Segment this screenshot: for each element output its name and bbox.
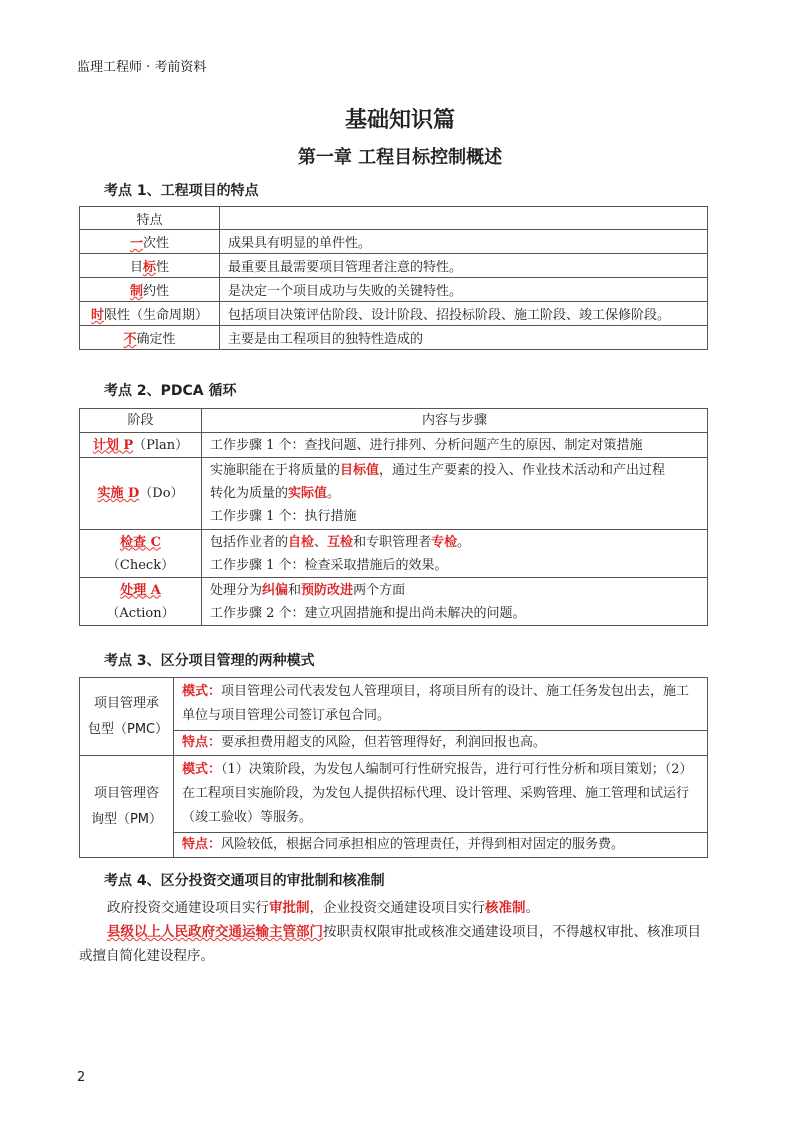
mode-description: 模式：（1）决策阶段，为发包人编制可行性研究报告，进行可行性分析和项目策划；（2）在工程项目实施阶段，为发包人提供招标代理、设计管理、采购管理、施工管理和试运行（竣工验收）等服务。: [174, 756, 708, 833]
feature-name: 目标性: [80, 254, 220, 278]
table-row: [80, 254, 708, 278]
stage-key: 检查 C: [120, 534, 161, 550]
stage-key: 处理 A: [120, 582, 161, 598]
stage-key: 实施 D: [97, 486, 140, 501]
mode-feature: 特点：要承担费用超支的风险，但若管理得好，利润回报也高。: [174, 731, 708, 756]
feature-initial: 时: [90, 308, 104, 323]
mode-label: 模式：: [182, 684, 222, 699]
stage-key: 计划 P: [92, 437, 134, 453]
column-header-stage: 阶段: [80, 409, 202, 433]
table-row: [80, 433, 708, 458]
chapter-title: 第一章 工程目标控制概述: [297, 147, 503, 168]
page-title: 基础知识篇: [344, 107, 455, 133]
feature-initial: 一: [129, 236, 143, 251]
column-header-content: 内容与步骤: [202, 409, 708, 433]
column-header-feature: 特点: [80, 207, 220, 230]
stage-do: 实施 D（Do）: [80, 458, 202, 530]
feature-description: 成果具有明显的单件性。: [220, 230, 708, 254]
feature-initial: 标: [142, 260, 156, 275]
feature-name: 一次性: [80, 230, 220, 254]
mode-description: 模式：项目管理公司代表发包人管理项目，将项目所有的设计、施工任务发包出去，施工单位与项目管理公司签订承包合同。: [174, 678, 708, 731]
feature-label: 特点：: [182, 735, 222, 750]
feature-name: 不确定性: [80, 326, 220, 350]
section-2-heading: 考点 2、PDCA 循环: [104, 383, 237, 399]
table-header-row: [80, 207, 708, 230]
highlight-keyword: 核准制: [485, 900, 526, 916]
highlight-keyword: 互检: [327, 534, 354, 550]
table-row: [80, 833, 708, 858]
highlight-keyword: 审批制: [269, 900, 310, 916]
stage-content: 包括作业者的自检、互检和专职管理者专检。 工作步骤 1 个：检查采取措施后的效果。: [202, 530, 708, 578]
table-row: [80, 230, 708, 254]
pdca-table: [79, 408, 708, 626]
column-header-empty: [220, 207, 708, 230]
highlight-keyword: 自检: [288, 534, 315, 550]
project-features-table: [79, 206, 708, 350]
table-row: [80, 458, 708, 530]
stage-plan: 计划 P（Plan）: [80, 433, 202, 458]
table-row: [80, 302, 708, 326]
stage-act: 处理 A（Action）: [80, 578, 202, 626]
feature-name: 制约性: [80, 278, 220, 302]
feature-initial: 不: [123, 332, 137, 347]
feature-description: 最重要且最需要项目管理者注意的特性。: [220, 254, 708, 278]
mode-label: 模式：: [182, 762, 222, 777]
page-header: 监理工程师 · 考前资料: [77, 60, 207, 75]
mode-name-pm: 项目管理咨 询型（PM）: [80, 756, 174, 858]
project-management-modes-table: [79, 677, 708, 858]
highlight-keyword: 目标值: [340, 463, 380, 478]
highlight-keyword: 实际值: [288, 486, 328, 501]
table-row: [80, 678, 708, 731]
table-row: [80, 756, 708, 833]
stage-content: 工作步骤 1 个：查找问题、进行排列、分析问题产生的原因、制定对策措施: [202, 433, 708, 458]
highlight-keyword: 专检: [431, 534, 458, 550]
stage-content: 实施职能在于将质量的目标值，通过生产要素的投入、作业技术活动和产出过程 转化为质量的实际值。 工作步骤 1 个：执行措施: [202, 458, 708, 530]
approval-paragraph-2: 县级以上人民政府交通运输主管部门按职责权限审批或核准交通建设项目，不得越权审批、核准项目或擅自简化建设程序。: [79, 924, 701, 964]
stage-check: 检查 C（Check）: [80, 530, 202, 578]
feature-description: 包括项目决策评估阶段、设计阶段、招投标阶段、施工阶段、竣工保修阶段。: [220, 302, 708, 326]
section-1-heading: 考点 1、工程项目的特点: [104, 183, 259, 199]
table-row: [80, 731, 708, 756]
table-row: [80, 278, 708, 302]
feature-description: 是决定一个项目成功与失败的关键特性。: [220, 278, 708, 302]
page-number: 2: [77, 1070, 86, 1085]
feature-label: 特点：: [182, 837, 222, 852]
table-row: [80, 578, 708, 626]
highlight-keyword: 县级以上人民政府交通运输主管部门: [107, 924, 323, 940]
approval-paragraph-1: 政府投资交通建设项目实行审批制，企业投资交通建设项目实行核准制。: [107, 900, 539, 916]
highlight-keyword: 纠偏: [262, 582, 289, 598]
table-row: [80, 326, 708, 350]
table-row: [80, 530, 708, 578]
feature-description: 主要是由工程项目的独特性造成的: [220, 326, 708, 350]
feature-name: 时限性（生命周期）: [80, 302, 220, 326]
feature-initial: 制: [129, 284, 143, 299]
section-3-heading: 考点 3、区分项目管理的两种模式: [104, 653, 315, 669]
mode-feature: 特点：风险较低，根据合同承担相应的管理责任，并得到相对固定的服务费。: [174, 833, 708, 858]
stage-content: 处理分为纠偏和预防改进两个方面 工作步骤 2 个：建立巩固措施和提出尚未解决的问题。: [202, 578, 708, 626]
mode-name-pmc: 项目管理承 包型（PMC）: [80, 678, 174, 756]
section-4-heading: 考点 4、区分投资交通项目的审批制和核准制: [104, 873, 385, 889]
highlight-keyword: 预防改进: [301, 582, 354, 598]
table-header-row: [80, 409, 708, 433]
